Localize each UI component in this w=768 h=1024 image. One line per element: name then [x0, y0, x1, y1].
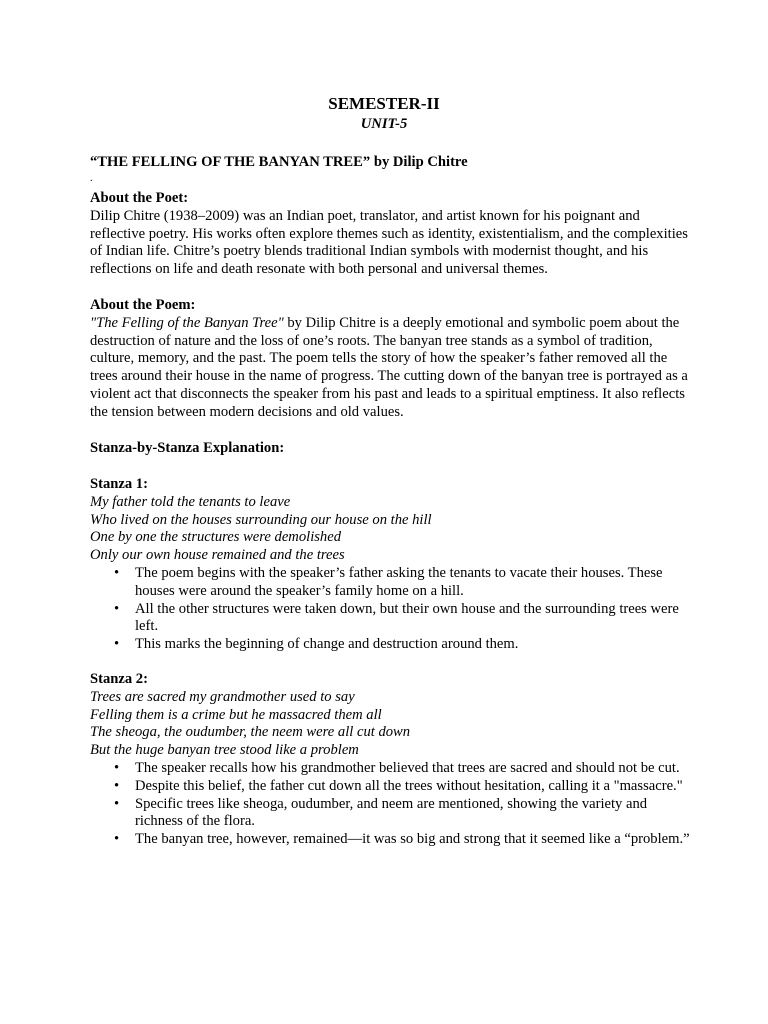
about-poet-section — [90, 190, 690, 279]
stanza-line: My father told the tenants to leave — [90, 493, 291, 510]
list-item — [114, 777, 690, 796]
list-item — [114, 564, 690, 601]
list-item-text: Despite this belief, the father cut down all the trees without hesitation, calling it a "massacre." — [135, 777, 683, 794]
stanza-points-list — [90, 760, 690, 849]
list-item-text: Specific trees like sheoga, oudumber, and neem are mentioned, showing the variety and richness of the flora. — [135, 795, 648, 830]
stanza-line: But the huge banyan tree stood like a problem — [90, 742, 359, 759]
about-poem-title-italic: "The Felling of the Banyan Tree" — [90, 314, 284, 331]
stanza-line: One by one the structures were demolished — [90, 529, 342, 546]
bullet-icon: • — [114, 777, 120, 794]
about-poem-heading: About the Poem: — [90, 297, 196, 313]
stanza-heading: Stanza 1: — [90, 476, 148, 492]
unit-heading: UNIT-5 — [360, 116, 408, 132]
stray-dot: . — [90, 173, 93, 184]
list-item — [114, 795, 690, 832]
bullet-icon: • — [114, 564, 120, 581]
stanza-line: The sheoga, the oudumber, the neem were all cut down — [90, 724, 411, 741]
bullet-icon: • — [114, 795, 120, 812]
bullet-icon: • — [114, 600, 120, 617]
list-item — [114, 600, 690, 637]
list-item-text: The speaker recalls how his grandmother believed that trees are sacred and should not be cut. — [135, 759, 680, 776]
bullet-icon: • — [114, 759, 120, 776]
stanza-heading: Stanza 2: — [90, 671, 148, 687]
list-item-text: This marks the beginning of change and destruction around them. — [135, 636, 519, 653]
stanza-line: Only our own house remained and the trees — [90, 547, 345, 564]
about-poem-text — [90, 315, 690, 422]
bullet-icon: • — [114, 636, 120, 653]
stanza-1-section — [90, 476, 690, 654]
poem-title: “THE FELLING OF THE BANYAN TREE” by Dilip Chitre — [90, 154, 468, 170]
stanza-line: Felling them is a crime but he massacred them all — [90, 706, 382, 723]
list-item-text: All the other structures were taken down, but their own house and the surrounding trees were left. — [135, 600, 679, 635]
list-item — [114, 759, 690, 778]
stanza-line: Who lived on the houses surrounding our house on the hill — [90, 511, 432, 528]
about-poem-section — [90, 297, 690, 422]
stanza-points-list — [90, 565, 690, 654]
stanza-2-section — [90, 671, 690, 849]
semester-heading: SEMESTER-II — [328, 94, 440, 113]
about-poem-body: by Dilip Chitre is a deeply emotional and symbolic poem about the destruction of nature and the loss of one’s roots. The banyan tree stands as a symbol of tradition, culture, memory, and the past. The poem tells the story of how the speaker’s father removed all the trees around their house in the name of progress. The cutting down of the banyan tree is portrayed as a violent act that disconnects the speaker from his past and leads to a spiritual emptiness. It also reflects the tension between modern decisions and old values. — [90, 314, 688, 420]
list-item — [114, 831, 690, 849]
about-poet-heading: About the Poet: — [90, 190, 189, 206]
stanza-line: Trees are sacred my grandmother used to say — [90, 688, 355, 705]
list-item-text: The banyan tree, however, remained—it was so big and strong that it seemed like a “problem.” — [135, 831, 690, 848]
list-item-text: The poem begins with the speaker’s father asking the tenants to vacate their houses. These houses were around the speaker’s family home on a hill. — [135, 564, 663, 599]
list-item — [114, 636, 690, 654]
about-poet-text: Dilip Chitre (1938–2009) was an Indian poet, translator, and artist known for his poignant and reflective poetry. His works often explore themes such as identity, existentialism, and the complexities of Indian life. Chitre’s poetry blends traditional Indian symbols with modernist thought, and his reflections on life and death resonate with both personal and universal themes. — [90, 207, 688, 278]
explanation-heading: Stanza-by-Stanza Explanation: — [90, 440, 285, 456]
bullet-icon: • — [114, 831, 120, 848]
